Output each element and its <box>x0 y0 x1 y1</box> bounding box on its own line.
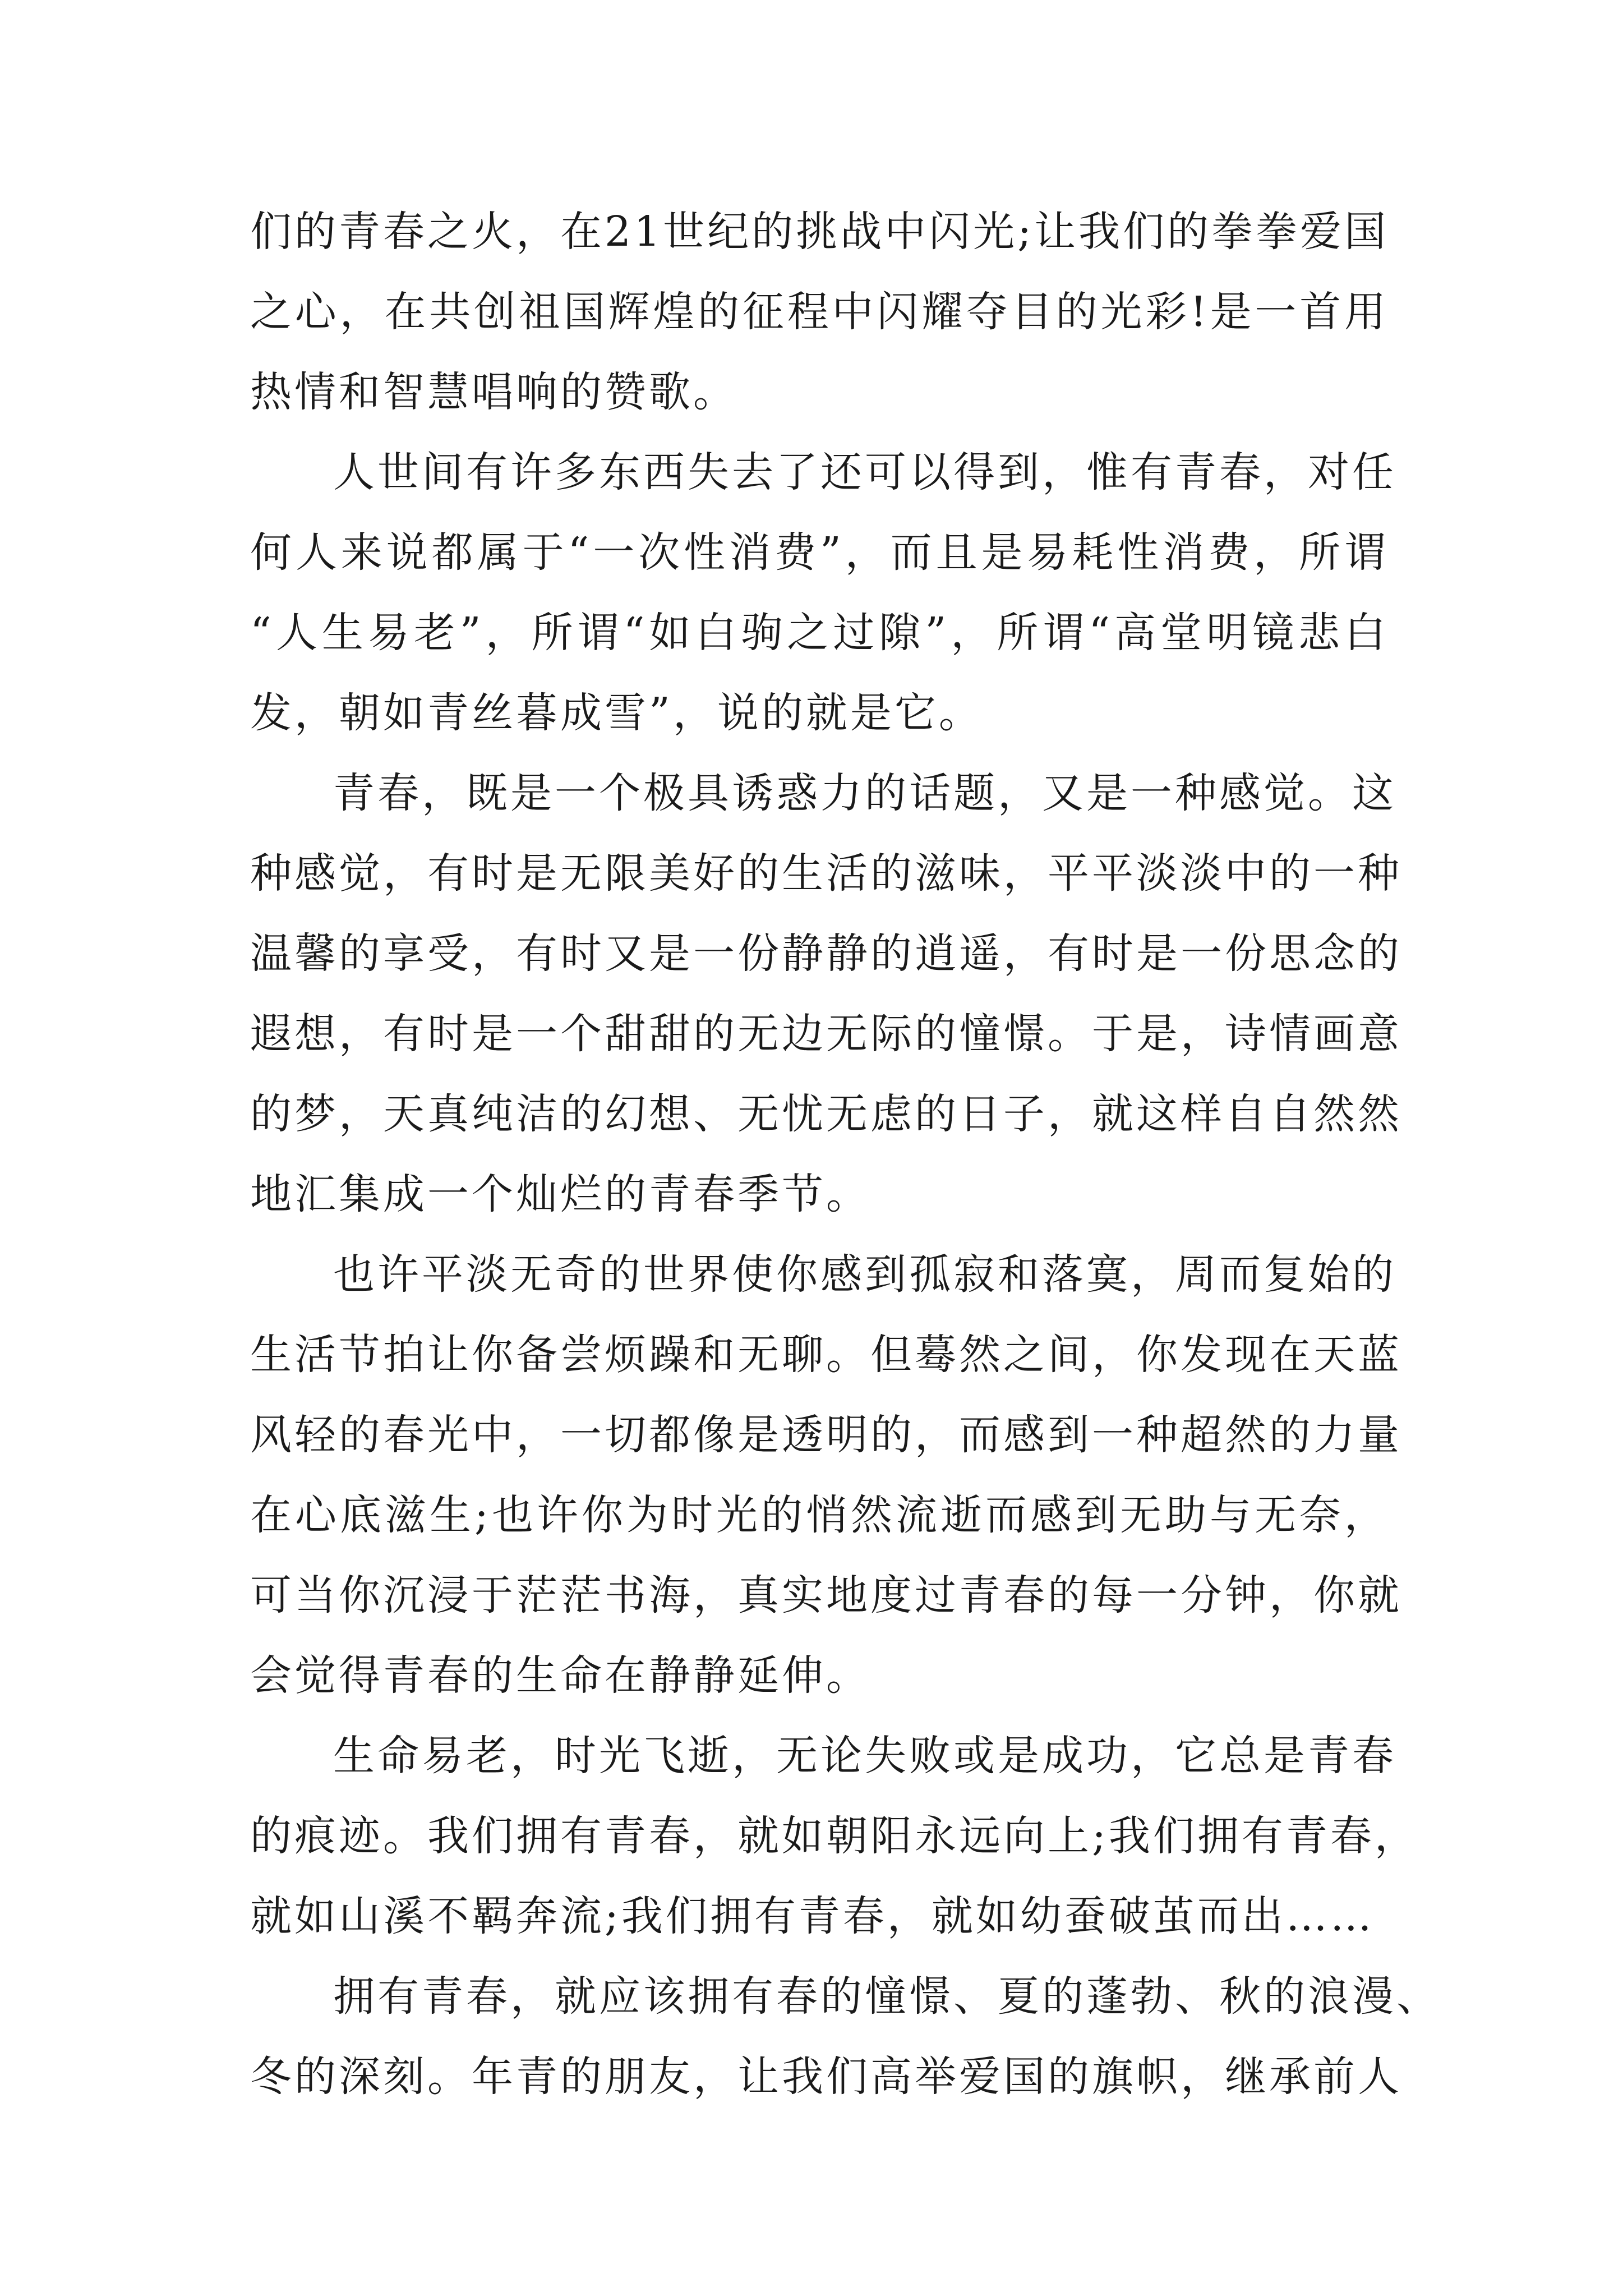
paragraph-1 <box>250 192 1389 432</box>
paragraph-line: 之心，在共创祖国辉煌的征程中闪耀夺目的光彩!是一首用 <box>250 288 1389 336</box>
paragraph-4 <box>250 1235 1402 1716</box>
paragraph-line: 们的青春之火，在21世纪的挑战中闪光;让我们的拳拳爱国 <box>250 208 1389 256</box>
paragraph-line: 风轻的春光中，一切都像是透明的，而感到一种超然的力量 <box>250 1411 1402 1459</box>
paragraph-line: 会觉得青春的生命在静静延伸。 <box>250 1651 870 1700</box>
paragraph-line: 遐想，有时是一个甜甜的无边无际的憧憬。于是，诗情画意 <box>250 1010 1402 1058</box>
paragraph-6 <box>250 1957 1441 2117</box>
paragraph-line: 热情和智慧唱响的赞歌。 <box>250 368 737 416</box>
paragraph-line: 就如山溪不羁奔流;我们拥有青春，就如幼蚕破茧而出…… <box>250 1892 1375 1940</box>
paragraph-line: 何人来说都属于“一次性消费”，而且是易耗性消费，所谓 <box>250 528 1389 577</box>
paragraph-line: 人世间有许多东西失去了还可以得到，惟有青春，对任 <box>333 448 1396 496</box>
paragraph-line: 青春，既是一个极具诱惑力的话题，又是一种感觉。这 <box>333 769 1396 817</box>
paragraph-3 <box>250 753 1402 1235</box>
paragraph-line: 地汇集成一个灿烂的青春季节。 <box>250 1170 870 1218</box>
paragraph-line: 温馨的享受，有时又是一份静静的逍遥，有时是一份思念的 <box>250 930 1402 978</box>
paragraph-line: 种感觉，有时是无限美好的生活的滋味，平平淡淡中的一种 <box>250 849 1402 898</box>
paragraph-5 <box>250 1716 1419 1957</box>
paragraph-line: 的痕迹。我们拥有青春，就如朝阳永远向上;我们拥有青春， <box>250 1812 1419 1860</box>
paragraph-line: 的梦，天真纯洁的幻想、无忧无虑的日子，就这样自自然然 <box>250 1090 1402 1138</box>
paragraph-line: “人生易老”，所谓“如白驹之过隙”，所谓“高堂明镜悲白 <box>250 609 1389 657</box>
paragraph-line: 发，朝如青丝暮成雪”，说的就是它。 <box>250 689 983 737</box>
paragraph-line: 生活节拍让你备尝烦躁和无聊。但蓦然之间，你发现在天蓝 <box>250 1331 1402 1379</box>
paragraph-line: 生命易老，时光飞逝，无论失败或是成功，它总是青春 <box>333 1732 1396 1780</box>
paragraph-line: 可当你沉浸于茫茫书海，真实地度过青春的每一分钟，你就 <box>250 1571 1402 1619</box>
paragraph-line: 冬的深刻。年青的朋友，让我们高举爱国的旗帜，继承前人 <box>250 2053 1402 2101</box>
paragraph-line: 也许平淡无奇的世界使你感到孤寂和落寞，周而复始的 <box>333 1250 1396 1299</box>
paragraph-line: 在心底滋生;也许你为时光的悄然流逝而感到无助与无奈， <box>250 1491 1389 1539</box>
document-body <box>250 192 1441 2117</box>
paragraph-2 <box>250 432 1396 753</box>
paragraph-line: 拥有青春，就应该拥有春的憧憬、夏的蓬勃、秋的浪漫、 <box>333 1972 1441 2021</box>
